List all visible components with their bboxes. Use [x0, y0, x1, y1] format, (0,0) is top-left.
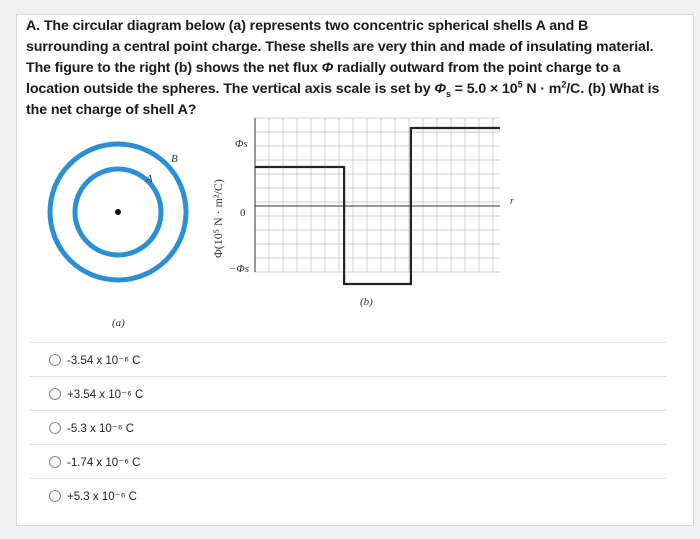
answer-options: [30, 342, 666, 512]
answer-option[interactable]: [30, 478, 666, 512]
radio-button[interactable]: [49, 354, 61, 366]
answer-option[interactable]: [30, 342, 666, 376]
radio-button[interactable]: [49, 422, 61, 434]
answer-option-label: +5.3 x 10⁻⁶ C: [67, 490, 137, 503]
answer-option-label: -5.3 x 10⁻⁶ C: [67, 422, 135, 435]
answer-option-label: -3.54 x 10⁻⁶ C: [67, 354, 141, 367]
y-tick-bottom: −Φs: [229, 263, 250, 275]
figure-a-label: (a): [112, 317, 125, 329]
answer-option[interactable]: [30, 410, 666, 444]
figure-b-label: (b): [360, 296, 373, 308]
x-axis-label: r: [510, 196, 514, 207]
answer-option-label: -1.74 x 10⁻⁶ C: [67, 456, 141, 469]
y-tick-top: Φs: [235, 138, 248, 150]
y-axis-label: Φ(10⁵ N · m²/C): [211, 179, 225, 258]
shell-a-label: A: [146, 173, 153, 185]
answer-option[interactable]: [30, 376, 666, 410]
answer-option[interactable]: [30, 444, 666, 478]
shell-b-label: B: [171, 153, 178, 165]
radio-button[interactable]: [49, 456, 61, 468]
answer-option-label: +3.54 x 10⁻⁶ C: [67, 388, 144, 401]
y-tick-zero: 0: [240, 207, 246, 219]
question-text: A. The circular diagram below (a) represents two concentric spherical shells A and B surrounding a central point charge. These shells are very thin and made of insulating material. The figure to the right (b) shows the net flux Φ radially outward from the point charge to a location outside the spheres. The vertical axis scale is set by $\Phi_s = 5.0 \times 10^5$ $N \cdot m^2/C$. (b) What is the net charge of shell A?: [26, 18, 660, 118]
radio-button[interactable]: [49, 490, 61, 502]
radio-button[interactable]: [49, 388, 61, 400]
